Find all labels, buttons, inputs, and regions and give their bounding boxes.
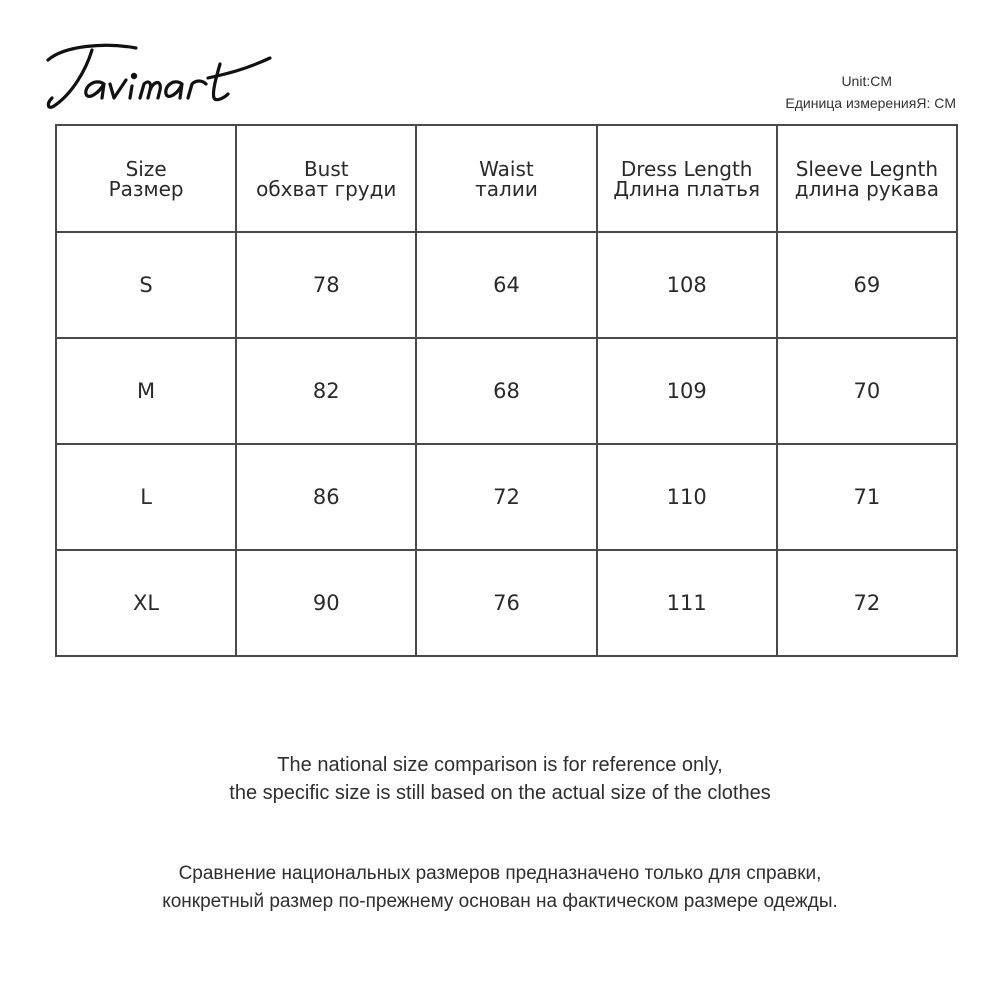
- disclaimer-russian-line-2: конкретный размер по-прежнему основан на фактическом размере одежды.: [162, 891, 838, 912]
- disclaimer-russian: [0, 860, 1000, 916]
- header-size: [56, 125, 236, 232]
- header-bust: [236, 125, 416, 232]
- cell-dress-length: 111: [597, 550, 777, 656]
- cell-bust: 78: [236, 232, 416, 338]
- cell-bust: 86: [236, 444, 416, 550]
- header-sleeve-length: [777, 125, 957, 232]
- header-waist: [416, 125, 596, 232]
- cell-bust: 82: [236, 338, 416, 444]
- cell-size: L: [56, 444, 236, 550]
- header-bust-ru: обхват груди: [256, 176, 397, 201]
- table-row: [56, 550, 957, 656]
- disclaimer-english-line-2: the specific size is still based on the actual size of the clothes: [229, 782, 771, 804]
- brand-logo: [44, 34, 284, 124]
- cell-size: XL: [56, 550, 236, 656]
- brand-logo-signature: [44, 34, 284, 124]
- table-row: [56, 338, 957, 444]
- cell-size: S: [56, 232, 236, 338]
- cell-waist: 64: [416, 232, 596, 338]
- header-size-en: Size: [125, 156, 167, 181]
- cell-waist: 72: [416, 444, 596, 550]
- cell-sleeve-length: 69: [777, 232, 957, 338]
- header-sleeve-length-ru: длина рукава: [794, 176, 939, 201]
- header-dress-length-en: Dress Length: [620, 156, 753, 181]
- cell-bust: 90: [236, 550, 416, 656]
- header-waist-ru: талии: [475, 176, 538, 201]
- header-size-ru: Размер: [108, 176, 184, 201]
- disclaimer-russian-line-1: Сравнение национальных размеров предназначено только для справки,: [178, 863, 822, 884]
- table-row: [56, 444, 957, 550]
- cell-sleeve-length: 72: [777, 550, 957, 656]
- cell-waist: 68: [416, 338, 596, 444]
- header-dress-length-ru: Длина платья: [613, 176, 760, 201]
- cell-sleeve-length: 71: [777, 444, 957, 550]
- unit-label-ru: Единица измеренияЯ: CM: [785, 95, 956, 111]
- header-dress-length: [597, 125, 777, 232]
- cell-dress-length: 110: [597, 444, 777, 550]
- cell-sleeve-length: 70: [777, 338, 957, 444]
- table-row: [56, 232, 957, 338]
- header-bust-en: Bust: [303, 156, 349, 181]
- cell-dress-length: 108: [597, 232, 777, 338]
- unit-label: [785, 70, 956, 114]
- size-chart-table: [55, 124, 958, 657]
- cell-waist: 76: [416, 550, 596, 656]
- disclaimer-english: [0, 751, 1000, 807]
- disclaimer-english-line-1: The national size comparison is for reference only,: [277, 754, 723, 776]
- header-waist-en: Waist: [479, 156, 534, 181]
- cell-dress-length: 109: [597, 338, 777, 444]
- table-header-row: [56, 125, 957, 232]
- header-sleeve-length-en: Sleeve Legnth: [795, 156, 939, 181]
- cell-size: M: [56, 338, 236, 444]
- unit-label-en: Unit:CM: [841, 73, 892, 89]
